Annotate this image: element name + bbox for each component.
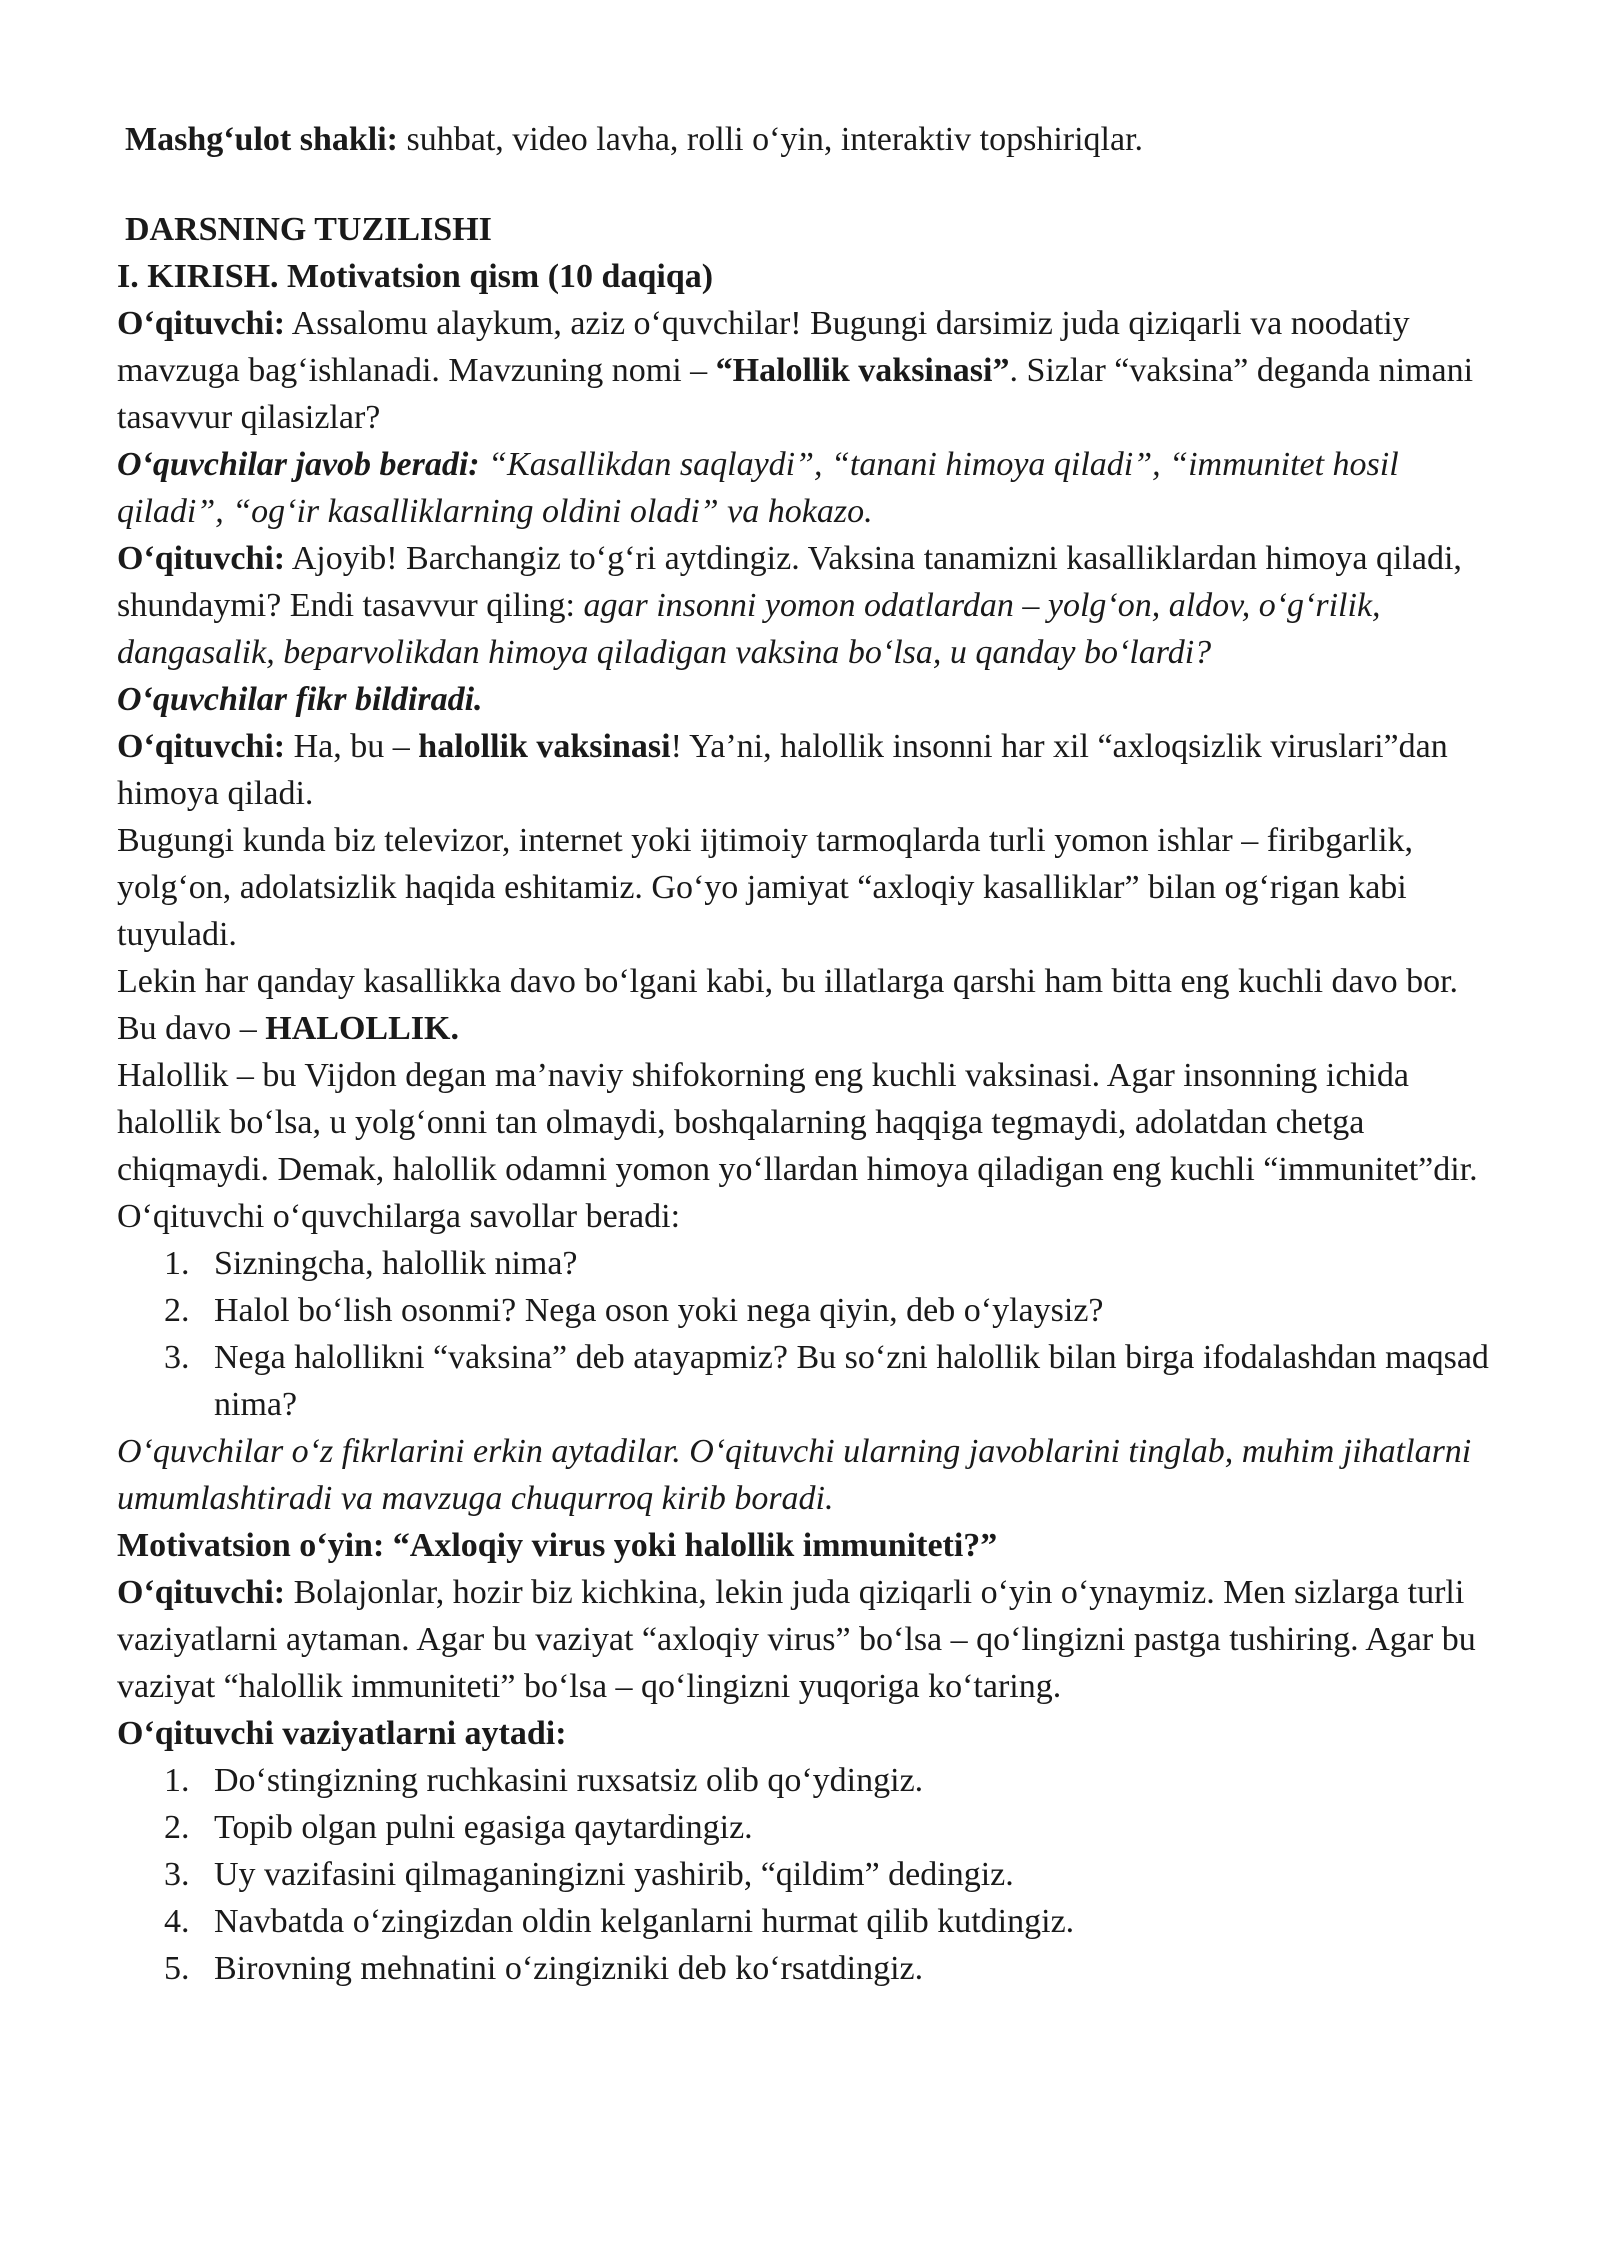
list-item — [117, 1898, 1497, 1945]
teacher-label: O‘qituvchi: — [117, 305, 286, 342]
list-item-number: 4. — [164, 1903, 190, 1940]
list-item-number: 3. — [164, 1339, 190, 1376]
teacher-paragraph-2 — [117, 535, 1497, 676]
list-item-number: 1. — [164, 1762, 190, 1799]
part1-heading: I. KIRISH. Motivatsion qism (10 daqiqa) — [117, 258, 714, 295]
lesson-format-text: suhbat, video lavha, rolli o‘yin, interaktiv topshiriqlar. — [398, 121, 1144, 158]
section-heading: DARSNING TUZILISHI — [125, 211, 492, 248]
paragraph-italic-text: agar insonni yomon odatlardan – yolg‘on, aldov, o‘g‘rilik, dangasalik, beparvolikdan himoya qiladigan vaksina bo‘lsa, u qanday bo‘lardi? — [117, 587, 1381, 671]
list-item-text: Nega halollikni “vaksina” deb atayapmiz? Bu so‘zni halollik bilan birga ifodalashdan maqsad nima? — [214, 1339, 1489, 1423]
list-item-number: 2. — [164, 1809, 190, 1846]
paragraph-text: Bolajonlar, hozir biz kichkina, lekin juda qiziqarli o‘yin o‘ynaymiz. Men sizlarga turli vaziyatlarni aytaman. Agar bu vaziyat “axloqiy virus” bo‘lsa – qo‘lingizni pastga tushiring. Agar bu vaziyat “halollik immuniteti” bo‘lsa – qo‘lingizni yuqoriga ko‘taring. — [117, 1574, 1476, 1705]
teacher-label: O‘qituvchi: — [117, 540, 286, 577]
teacher-paragraph-4 — [117, 1569, 1497, 1710]
body-paragraph — [117, 958, 1497, 1052]
paragraph-text: . Sizlar “vaksina” deganda nimani tasavvur qilasizlar? — [117, 352, 1474, 436]
list-item-text: Topib olgan pulni egasiga qaytardingiz. — [214, 1809, 753, 1846]
students-discussion-note: O‘quvchilar o‘z fikrlarini erkin aytadilar. O‘qituvchi ularning javoblarini tinglab, muhim jihatlarni umumlashtiradi va mavzuga chuqurroq kirib boradi. — [117, 1433, 1472, 1517]
list-item — [117, 1804, 1497, 1851]
teacher-paragraph-1 — [117, 300, 1497, 441]
situations-list — [117, 1757, 1497, 1992]
students-opinion-line: O‘quvchilar fikr bildiradi. — [117, 681, 483, 718]
list-item — [117, 1757, 1497, 1804]
situations-heading: O‘qituvchi vaziyatlarni aytadi: — [117, 1715, 567, 1752]
document-page — [117, 116, 1497, 1992]
topic-title: “Halollik vaksinasi” — [715, 352, 1010, 389]
lesson-format-line — [117, 116, 1497, 163]
teacher-label: O‘qituvchi: — [117, 728, 286, 765]
body-paragraph: Halollik – bu Vijdon degan ma’naviy shifokorning eng kuchli vaksinasi. Agar insonning ichida halollik bo‘lsa, u yolg‘onni tan olmaydi, boshqalarning haqqiga tegmaydi, adolatdan chetga chiqmaydi. Demak, halollik odamni yomon yo‘llardan himoya qiladigan eng kuchli “immunitet”dir. — [117, 1057, 1478, 1188]
paragraph-text: Ajoyib! Barchangiz to‘g‘ri aytdingiz. Vaksina tanamizni kasalliklardan himoya qiladi, shundaymi? Endi tasavvur qiling: — [117, 540, 1462, 624]
paragraph-text: Lekin har qanday kasallikka davo bo‘lgani kabi, bu illatlarga qarshi ham bitta eng kuchli davo bor. Bu davo – — [117, 963, 1459, 1047]
paragraph-text: Ha, bu – — [285, 728, 419, 765]
list-item-text: Sizningcha, halollik nima? — [214, 1245, 578, 1282]
list-item — [117, 1851, 1497, 1898]
paragraph-text: Assalomu alaykum, aziz o‘quvchilar! Bugungi darsimiz juda qiziqarli va noodatiy mavzuga bag‘ishlanadi. Mavzuning nomi – — [117, 305, 1410, 389]
game-heading: Motivatsion o‘yin: “Axloqiy virus yoki halollik immuniteti?” — [117, 1527, 998, 1564]
list-item-number: 3. — [164, 1856, 190, 1893]
list-item-text: Do‘stingizning ruchkasini ruxsatsiz olib qo‘ydingiz. — [214, 1762, 924, 1799]
students-answer-paragraph — [117, 441, 1497, 535]
list-item-number: 1. — [164, 1245, 190, 1282]
list-item-number: 2. — [164, 1292, 190, 1329]
paragraph-text: ! Ya’ni, halollik insonni har xil “axloqsizlik viruslari”dan himoya qiladi. — [117, 728, 1448, 812]
list-item-text: Halol bo‘lish osonmi? Nega oson yoki nega qiyin, deb o‘ylaysiz? — [214, 1292, 1104, 1329]
questions-intro: O‘qituvchi o‘quvchilarga savollar beradi: — [117, 1198, 681, 1235]
list-item-text: Birovning mehnatini o‘zingizniki deb ko‘rsatdingiz. — [214, 1950, 924, 1987]
list-item-number: 5. — [164, 1950, 190, 1987]
body-paragraph: Bugungi kunda biz televizor, internet yoki ijtimoiy tarmoqlarda turli yomon ishlar – firibgarlik, yolg‘on, adolatsizlik haqida eshitamiz. Go‘yo jamiyat “axloqiy kasalliklar” bilan og‘rigan kabi tuyuladi. — [117, 822, 1414, 953]
highlighted-term: HALOLLIK. — [265, 1010, 459, 1047]
students-answer-text: “Kasallikdan saqlaydi”, “tanani himoya qiladi”, “immunitet hosil qiladi”, “og‘ir kasalliklarning oldini oladi” va hokazo. — [117, 446, 1399, 530]
teacher-paragraph-3 — [117, 723, 1497, 817]
list-item — [117, 1945, 1497, 1992]
list-item — [117, 1240, 1497, 1287]
highlighted-term: halollik vaksinasi — [418, 728, 671, 765]
list-item-text: Navbatda o‘zingizdan oldin kelganlarni hurmat qilib kutdingiz. — [214, 1903, 1075, 1940]
students-answer-label: O‘quvchilar javob beradi: — [117, 446, 480, 483]
lesson-format-label: Mashg‘ulot shakli: — [125, 121, 398, 158]
list-item — [117, 1334, 1497, 1428]
questions-list — [117, 1240, 1497, 1428]
list-item — [117, 1287, 1497, 1334]
list-item-text: Uy vazifasini qilmaganingizni yashirib, “qildim” dedingiz. — [214, 1856, 1014, 1893]
teacher-label: O‘qituvchi: — [117, 1574, 286, 1611]
